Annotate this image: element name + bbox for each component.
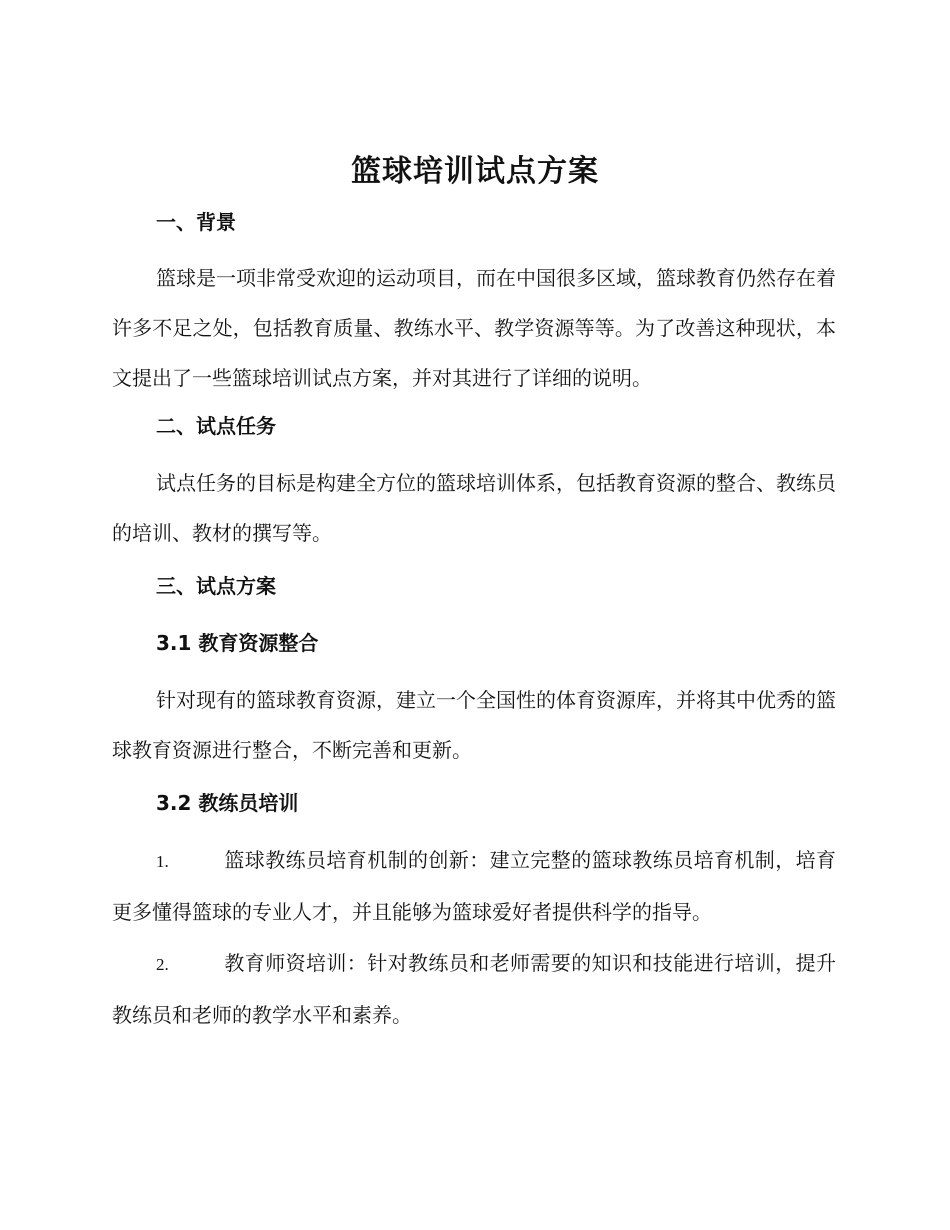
list-item-number: 1. (156, 852, 169, 871)
section-heading-background: 一、背景 (156, 210, 236, 234)
section-heading-pilot-tasks: 二、试点任务 (156, 414, 276, 438)
list-item-text: 教育师资培训：针对教练员和老师需要的知识和技能进行培训，提升教练员和老师的教学水平和素养。 (112, 951, 836, 1027)
section-heading-pilot-plan: 三、试点方案 (156, 574, 276, 598)
paragraph-resource-integration: 针对现有的篮球教育资源，建立一个全国性的体育资源库，并将其中优秀的篮球教育资源进行整合，不断完善和更新。 (112, 688, 836, 762)
subsection-heading-coach-training: 3.2 教练员培训 (156, 791, 299, 815)
list-item (112, 938, 836, 1040)
list-item (112, 835, 836, 937)
list-item-text: 篮球教练员培育机制的创新：建立完整的篮球教练员培育机制，培育更多懂得篮球的专业人才，并且能够为篮球爱好者提供科学的指导。 (112, 848, 836, 924)
list-item-number: 2. (156, 955, 169, 974)
document-title: 篮球培训试点方案 (351, 154, 599, 189)
subsection-heading-resource-integration: 3.1 教育资源整合 (156, 631, 319, 655)
paragraph-pilot-tasks: 试点任务的目标是构建全方位的篮球培训体系，包括教育资源的整合、教练员的培训、教材的撰写等。 (112, 471, 836, 545)
paragraph-background: 篮球是一项非常受欢迎的运动项目，而在中国很多区域，篮球教育仍然存在着许多不足之处，包括教育质量、教练水平、教学资源等等。为了改善这种现状，本文提出了一些篮球培训试点方案，并对其进行了详细的说明。 (112, 266, 836, 390)
